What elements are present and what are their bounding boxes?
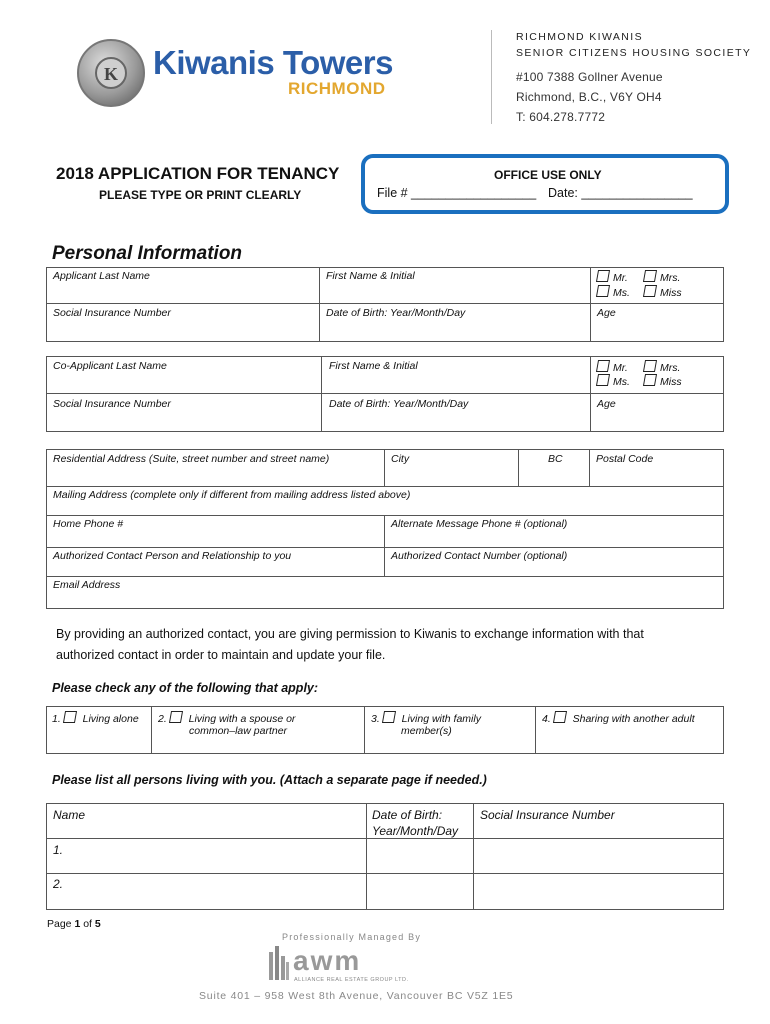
living-with-family-option[interactable] (371, 711, 481, 725)
applicant-title-ms[interactable] (597, 285, 630, 299)
checkbox-icon (169, 711, 183, 723)
living-with-spouse-option-line2: common–law partner (189, 725, 288, 737)
co-applicant-last-name-field[interactable]: Co-Applicant Last Name (53, 360, 167, 372)
living-col-divider-2 (364, 706, 365, 754)
address-col-divider-city (384, 449, 385, 486)
checkbox-icon (643, 285, 657, 297)
co-applicant-title-ms[interactable] (597, 374, 630, 388)
co-applicant-title-mr[interactable] (597, 360, 628, 374)
logo-subtitle: RICHMOND (288, 79, 386, 98)
awm-logo: awm (293, 945, 362, 976)
applicant-sin-field[interactable]: Social Insurance Number (53, 307, 171, 319)
postal-code-field[interactable]: Postal Code (596, 453, 654, 465)
residential-address-field[interactable]: Residential Address (Suite, street number and street name) (53, 453, 330, 465)
option-number: 4. (542, 713, 551, 725)
title-miss-label: Miss (660, 287, 682, 299)
living-with-family-option-line2: member(s) (401, 725, 452, 737)
checkbox-icon (596, 360, 610, 372)
persons-sin-header: Social Insurance Number (480, 808, 615, 822)
checkbox-icon (63, 711, 77, 723)
page-total: 5 (94, 918, 101, 930)
footer-address: Suite 401 – 958 West 8th Avenue, Vancouver BC V5Z 1E5 (199, 990, 514, 1002)
living-with-spouse-option[interactable] (158, 711, 295, 725)
address-col-divider-postal (589, 449, 590, 486)
option-number: 2. (158, 713, 167, 725)
address-row-divider-4 (46, 576, 724, 577)
address-col-divider-bc (518, 449, 519, 486)
org-phone: T: 604.278.7772 (516, 110, 606, 124)
checkbox-icon (596, 285, 610, 297)
applicant-dob-field[interactable]: Date of Birth: Year/Month/Day (326, 307, 466, 319)
applicant-col-divider-2 (590, 267, 591, 342)
title-mrs-label: Mrs. (660, 362, 681, 374)
option-label: Sharing with another adult (572, 713, 695, 725)
consent-text-line2: authorized contact in order to maintain and update your file. (56, 648, 386, 662)
email-address-field[interactable]: Email Address (53, 579, 121, 591)
address-col-divider-phone (384, 515, 385, 576)
title-miss-label: Miss (660, 376, 682, 388)
persons-row-divider-2 (46, 873, 724, 874)
title-ms-label: Ms. (613, 376, 630, 388)
persons-row-divider-1 (46, 838, 724, 839)
checkbox-icon (596, 270, 610, 282)
living-alone-option[interactable] (52, 711, 139, 725)
page-of: of (80, 918, 95, 930)
form-subtitle: PLEASE TYPE OR PRINT CLEARLY (99, 188, 302, 202)
awm-caption: ALLIANCE REAL ESTATE GROUP LTD. (294, 977, 409, 983)
header-divider (491, 30, 492, 124)
mailing-address-field[interactable]: Mailing Address (complete only if different from mailing address listed above) (53, 489, 411, 501)
title-ms-label: Ms. (613, 287, 630, 299)
page-prefix: Page (47, 918, 75, 930)
managed-by-text: Professionally Managed By (282, 932, 422, 942)
page-number (47, 918, 101, 930)
living-situation-heading: Please check any of the following that apply: (52, 681, 319, 695)
checkbox-icon (643, 270, 657, 282)
checkbox-icon (596, 374, 610, 386)
org-address-line2: Richmond, B.C., V6Y OH4 (516, 90, 662, 104)
persons-col-divider-2 (473, 803, 474, 910)
persons-dob-header-line2: Year/Month/Day (372, 824, 459, 838)
page-current: 1 (74, 918, 81, 930)
province-field[interactable]: BC (548, 453, 563, 465)
form-title: 2018 APPLICATION FOR TENANCY (56, 164, 340, 183)
city-field[interactable]: City (391, 453, 410, 465)
co-applicant-dob-field[interactable]: Date of Birth: Year/Month/Day (329, 398, 469, 410)
org-address-line1: #100 7388 Gollner Avenue (516, 70, 663, 84)
persons-name-header: Name (53, 808, 86, 822)
co-applicant-col-divider-1 (321, 356, 322, 432)
living-col-divider-1 (151, 706, 152, 754)
title-mr-label: Mr. (613, 362, 628, 374)
co-applicant-age-field[interactable]: Age (597, 398, 616, 410)
living-col-divider-3 (535, 706, 536, 754)
applicant-title-mrs[interactable] (644, 270, 680, 284)
address-row-divider-1 (46, 486, 724, 487)
org-name-line1: RICHMOND KIWANIS (516, 31, 644, 43)
personal-info-heading: Personal Information (52, 243, 243, 264)
applicant-col-divider-1 (319, 267, 320, 342)
checkbox-icon (382, 711, 396, 723)
option-label: Living with family (401, 713, 481, 725)
co-applicant-row-divider (46, 393, 724, 394)
sharing-with-adult-option[interactable] (542, 711, 695, 725)
option-number: 3. (371, 713, 380, 725)
persons-row-2[interactable]: 2. (53, 877, 64, 891)
kiwanis-international-emblem: K (77, 39, 145, 107)
option-label: Living alone (82, 713, 139, 725)
authorized-contact-number-field[interactable]: Authorized Contact Number (optional) (391, 550, 568, 562)
co-applicant-title-mrs[interactable] (644, 360, 680, 374)
applicant-last-name-field[interactable]: Applicant Last Name (53, 270, 150, 282)
office-date-field[interactable]: Date: ________________ (548, 186, 693, 200)
persons-dob-header: Date of Birth: (372, 808, 443, 822)
option-number: 1. (52, 713, 61, 725)
persons-heading: Please list all persons living with you. (Attach a separate page if needed.) (52, 773, 487, 787)
alternate-phone-field[interactable]: Alternate Message Phone # (optional) (391, 518, 568, 530)
option-label: Living with a spouse or (188, 713, 296, 725)
address-table (46, 449, 724, 609)
title-mr-label: Mr. (613, 272, 628, 284)
co-applicant-col-divider-2 (590, 356, 591, 432)
co-applicant-first-name-field[interactable]: First Name & Initial (329, 360, 418, 372)
org-name-line2: SENIOR CITIZENS HOUSING SOCIETY (516, 47, 752, 59)
applicant-row-divider (46, 303, 724, 304)
address-row-divider-2 (46, 515, 724, 516)
awm-building-icon (268, 944, 290, 980)
applicant-title-miss[interactable] (644, 285, 682, 299)
applicant-title-mr[interactable] (597, 270, 628, 284)
home-phone-field[interactable]: Home Phone # (53, 518, 124, 530)
authorized-contact-field[interactable]: Authorized Contact Person and Relationship to you (53, 550, 292, 562)
office-use-heading: OFFICE USE ONLY (494, 168, 602, 182)
co-applicant-title-miss[interactable] (644, 374, 682, 388)
address-row-divider-3 (46, 547, 724, 548)
applicant-first-name-field[interactable]: First Name & Initial (326, 270, 415, 282)
consent-text-line1: By providing an authorized contact, you are giving permission to Kiwanis to exchange information with that (56, 627, 644, 641)
persons-row-1[interactable]: 1. (53, 843, 64, 857)
checkbox-icon (643, 360, 657, 372)
checkbox-icon (553, 711, 567, 723)
applicant-age-field[interactable]: Age (597, 307, 616, 319)
title-mrs-label: Mrs. (660, 272, 681, 284)
persons-col-divider-1 (366, 803, 367, 910)
office-file-field[interactable]: File # __________________ (377, 186, 537, 200)
office-use-box (361, 154, 729, 214)
logo-title: Kiwanis Towers (153, 44, 393, 81)
co-applicant-sin-field[interactable]: Social Insurance Number (53, 398, 171, 410)
checkbox-icon (643, 374, 657, 386)
